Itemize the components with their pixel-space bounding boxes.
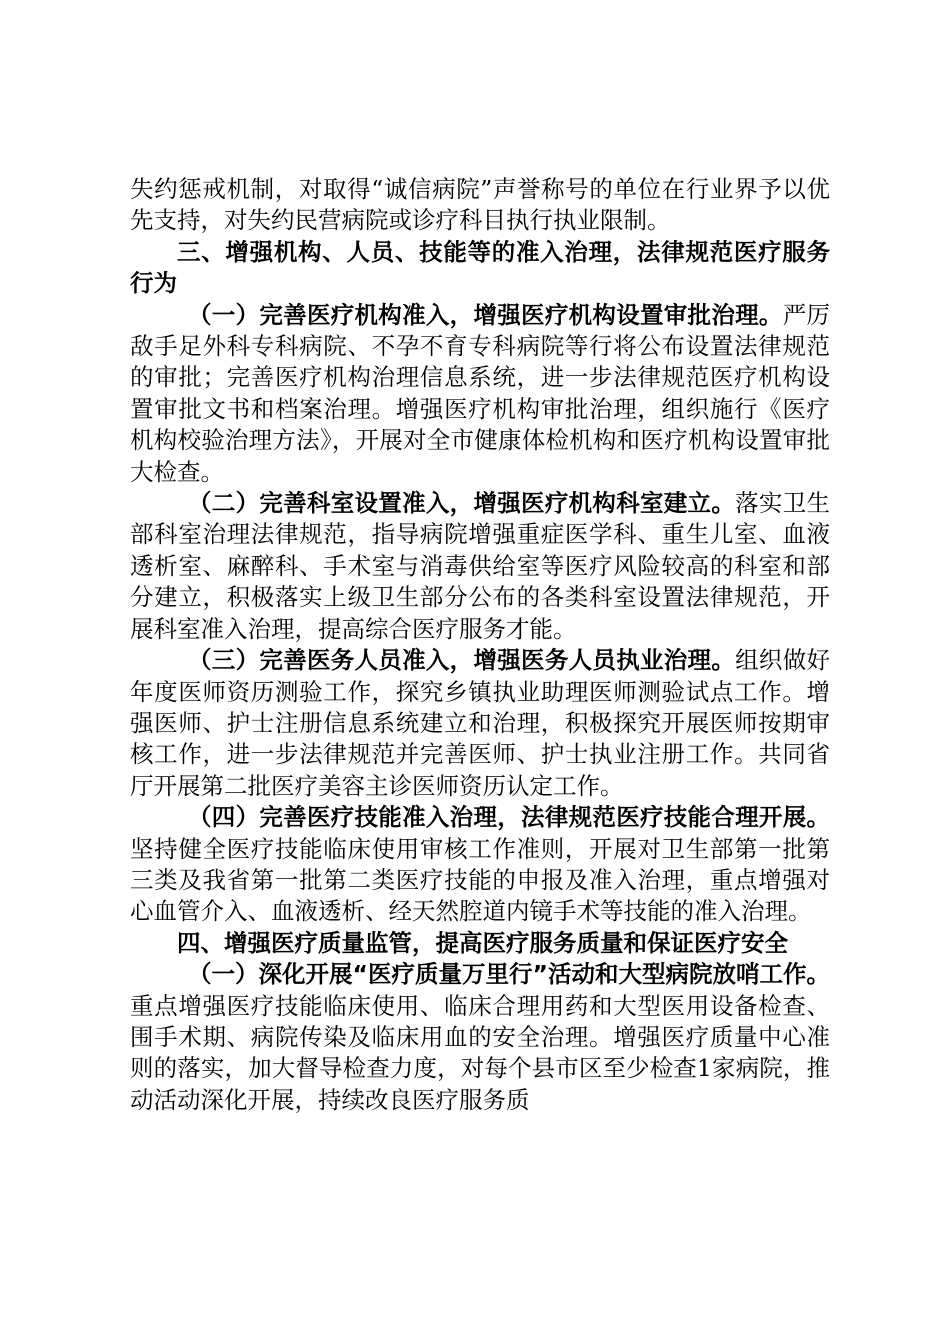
document-body: [130, 174, 830, 1116]
subsection-paragraph-3-2: [130, 488, 830, 645]
section-heading-3: 三、增强机构、人员、技能等的准入治理，法律规范医疗服务行为: [130, 237, 830, 298]
paragraph-continuation: [130, 174, 830, 237]
paragraph-text: 失约惩戒机制，对取得“诚信病院”声誉称号的单位在行业界予以优先支持，对失约民营病院或诊疗科目执行执业限制。: [130, 175, 830, 235]
subsection-paragraph-3-4: [130, 802, 830, 928]
paragraph-text: 坚持健全医疗技能临床使用审核工作准则，开展对卫生部第一批第三类及我省第一批第二类医疗技能的申报及准入治理，重点增强对心血管介入、血液透析、经天然腔道内镜手术等技能的准入治理。: [130, 834, 830, 926]
paragraph-text: 落实卫生部科室治理法律规范，指导病院增强重症医学科、重生儿室、血液透析室、麻醉科、手术室与消毒供给室等医疗风险较高的科室和部分建立，积极落实上级卫生部分公布的各类科室设置法律规范，开展科室准入治理，提高综合医疗服务才能。: [130, 489, 831, 643]
section-heading-4: 四、增强医疗质量监管，提高医疗服务质量和保证医疗安全: [177, 928, 788, 957]
subsection-lead: （一）完善医疗机构准入，增强医疗机构设置审批治理。: [188, 300, 783, 329]
subsection-lead: （四）完善医疗技能准入治理，法律规范医疗技能合理开展。: [188, 803, 830, 832]
paragraph-text: 严厉敌手足外科专科病院、不孕不育专科病院等行将公布设置法律规范的审批；完善医疗机构治理信息系统，进一步法律规范医疗机构设置审批文书和档案治理。增强医疗机构审批治理，组织施行《医疗机构校验治理方法》，开展对全市健康体检机构和医疗机构设置审批大检查。: [130, 300, 831, 486]
subsection-lead: （三）完善医务人员准入，增强医务人员执业治理。: [188, 646, 736, 675]
paragraph-text: 组织做好年度医师资历测验工作，探究乡镇执业助理医师测验试点工作。增强医师、护士注册信息系统建立和治理，积极探究开展医师按期审核工作，进一步法律规范并完善医师、护士执业注册工作。共同省厅开展第二批医疗美容主诊医师资历认定工作。: [130, 646, 831, 800]
subsection-lead: （一）深化开展“医疗质量万里行”活动和大型病院放哨工作。: [188, 960, 830, 989]
subsection-paragraph-3-1: [130, 300, 830, 488]
subsection-lead: （二）完善科室设置准入，增强医疗机构科室建立。: [188, 489, 736, 518]
subsection-paragraph-3-3: [130, 645, 830, 802]
paragraph-text: 重点增强医疗技能临床使用、临床合理用药和大型医用设备检查、围手术期、病院传染及临床用血的安全治理。增强医疗质量中心准则的落实，加大督导检查力度，对每个县市区至少检查1家病院，推动活动深化开展，持续改良医疗服务质: [130, 991, 830, 1114]
subsection-paragraph-4-1: [130, 959, 830, 1116]
